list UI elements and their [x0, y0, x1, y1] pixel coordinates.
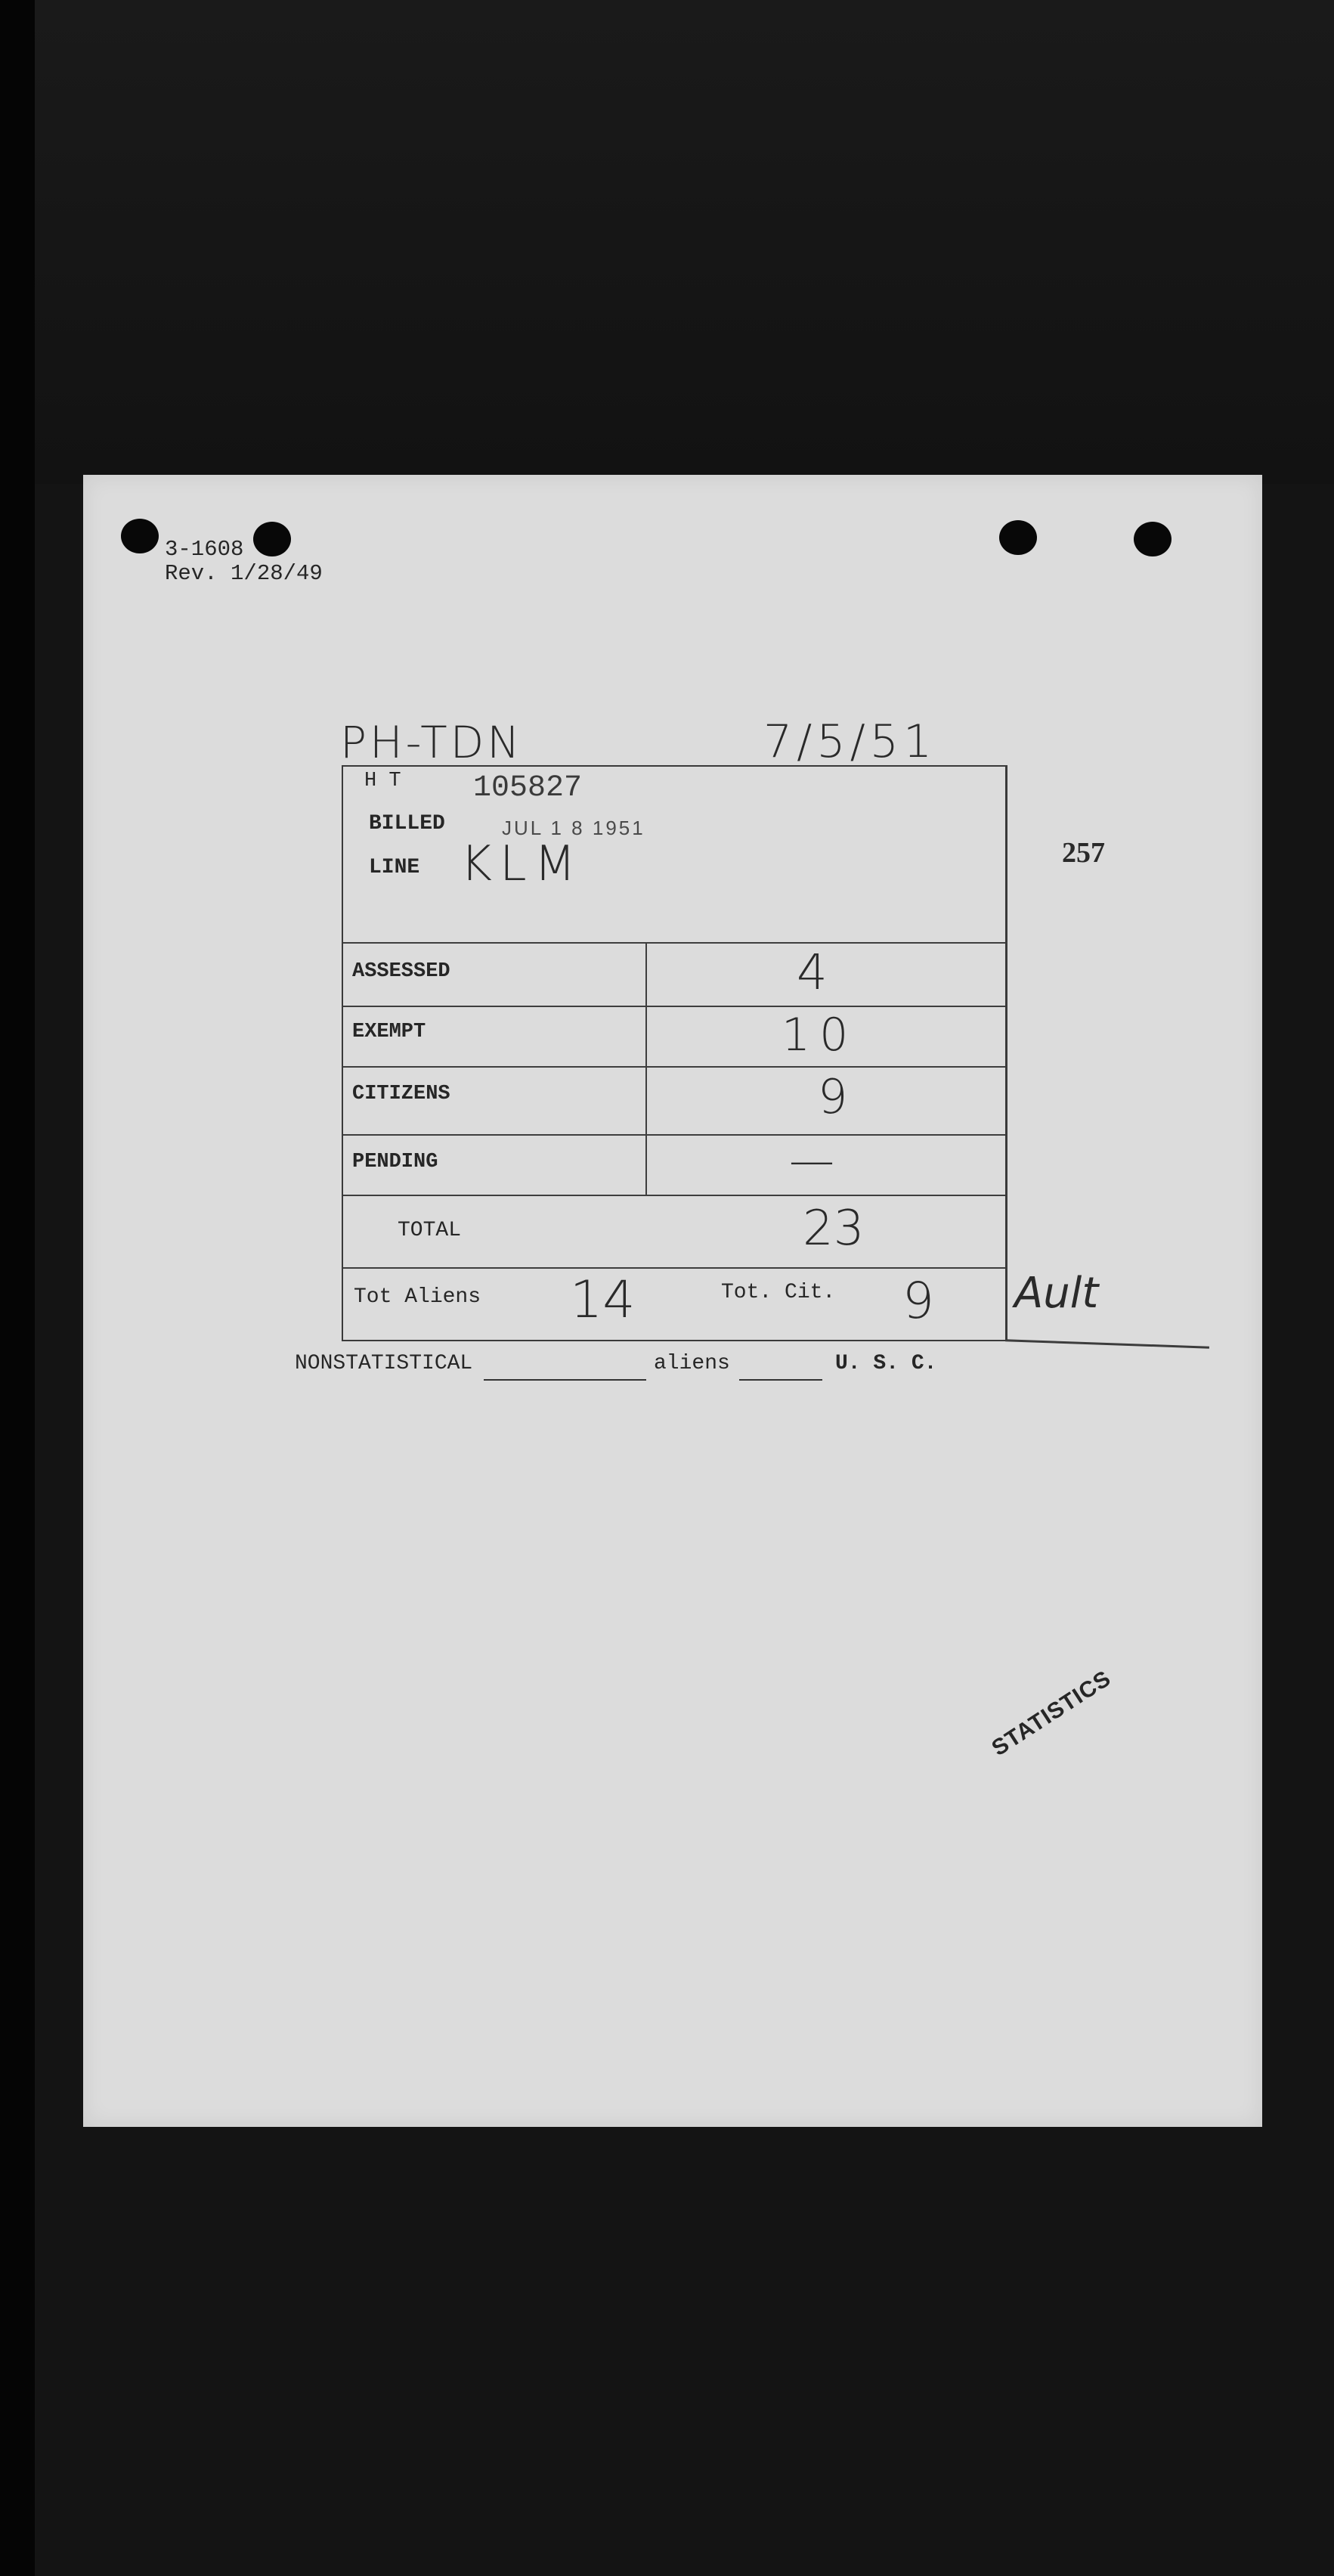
- billed-date-stamp: JUL 1 8 1951: [502, 817, 645, 839]
- total-label: TOTAL: [398, 1219, 462, 1242]
- table-divider: [343, 942, 1005, 944]
- punch-hole: [999, 520, 1037, 555]
- tot-cit-label: Tot. Cit.: [721, 1281, 836, 1304]
- punch-hole: [121, 519, 159, 553]
- ht-value: 105827: [473, 771, 583, 805]
- punch-hole: [253, 522, 291, 556]
- form-table: [342, 765, 1007, 1341]
- scan-background: [0, 0, 1334, 484]
- row-label-pending: PENDING: [352, 1151, 438, 1173]
- nonstatistical-label: NONSTATISTICAL: [295, 1352, 473, 1375]
- table-column-divider: [645, 942, 647, 1195]
- tot-aliens-label: Tot Aliens: [354, 1285, 481, 1309]
- usc-label: U. S. C.: [835, 1352, 937, 1375]
- row-label-assessed: ASSESSED: [352, 960, 450, 983]
- row-label-citizens: CITIZENS: [352, 1083, 450, 1105]
- statistics-stamp: STATISTICS: [987, 1666, 1116, 1762]
- form-revision: Rev. 1/28/49: [165, 561, 323, 586]
- billed-label: BILLED: [369, 812, 445, 835]
- row-value-citizens: 9: [818, 1069, 848, 1124]
- table-divider: [343, 1195, 1005, 1196]
- row-value-exempt: 10: [782, 1009, 858, 1062]
- ht-label: H T: [364, 770, 401, 792]
- handwritten-date: 7/5/51: [763, 715, 937, 768]
- scan-left-edge: [0, 0, 35, 2576]
- tot-cit-value: 9: [902, 1272, 934, 1330]
- row-value-assessed: 4: [797, 945, 828, 1001]
- table-divider: [343, 1006, 1005, 1007]
- row-label-exempt: EXEMPT: [352, 1021, 426, 1043]
- line-label: LINE: [369, 856, 420, 879]
- table-divider: [343, 1134, 1005, 1136]
- form-number: 3-1608: [165, 537, 244, 562]
- document-page: [83, 475, 1262, 2127]
- table-divider: [343, 1066, 1005, 1068]
- nonstatistical-aliens-label: aliens: [654, 1352, 730, 1375]
- line-value: KLM: [460, 836, 583, 892]
- punch-hole: [1134, 522, 1172, 556]
- total-value: 23: [803, 1201, 865, 1257]
- tot-aliens-value: 14: [570, 1270, 636, 1330]
- handwritten-initials: Ault: [1014, 1269, 1099, 1318]
- initials-underline: [1005, 1339, 1209, 1348]
- aliens-blank: [739, 1379, 822, 1381]
- flight-code: PH-TDN: [340, 717, 523, 768]
- row-value-pending: —: [789, 1134, 834, 1187]
- page-number: 257: [1062, 837, 1105, 869]
- nonstatistical-blank: [484, 1379, 646, 1381]
- table-divider: [343, 1267, 1005, 1269]
